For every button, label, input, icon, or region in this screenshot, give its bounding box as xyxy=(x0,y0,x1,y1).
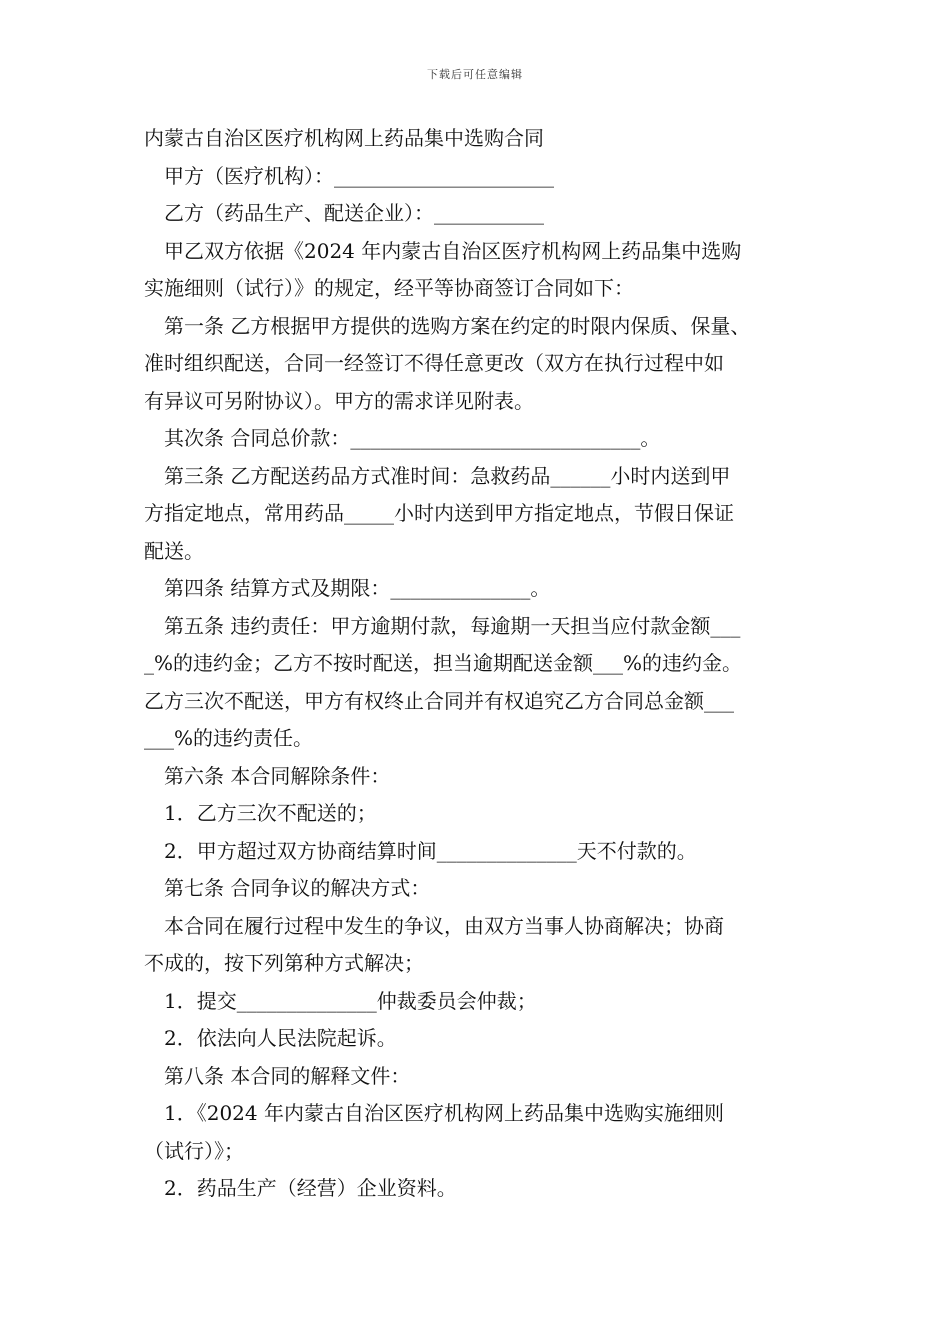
article-5-line-2: _%的违约金；乙方不按时配送，担当逾期配送金额___%的违约金。 xyxy=(144,651,743,675)
article-6-item-2: 2．甲方超过双方协商结算时间______________天不付款的。 xyxy=(164,838,697,863)
article-5-line-3: 乙方三次不配送，甲方有权终止合同并有权追究乙方合同总金额___ xyxy=(144,688,734,713)
article-8-item-1-line-1: 1．《2024 年内蒙古自治区医疗机构网上药品集中选购实施细则 xyxy=(164,1101,724,1125)
article-7-item-2: 2．依法向人民法院起诉。 xyxy=(164,1026,397,1050)
document-title: 内蒙古自治区医疗机构网上药品集中选购合同 xyxy=(144,126,544,150)
article-3-line-2: 方指定地点，常用药品_____小时内送到甲方指定地点，节假日保证 xyxy=(144,501,734,525)
article-6: 第六条 本合同解除条件： xyxy=(164,763,391,788)
preamble-line-1: 甲乙双方依据《2024 年内蒙古自治区医疗机构网上药品集中选购 xyxy=(164,238,742,263)
article-4: 第四条 结算方式及期限：______________。 xyxy=(164,576,551,600)
article-7-item-1: 1．提交______________仲裁委员会仲裁； xyxy=(164,988,537,1013)
article-7: 第七条 合同争议的解决方式： xyxy=(164,876,431,900)
article-1-line-3: 有异议可另附协议）。甲方的需求详见附表。 xyxy=(144,388,534,413)
article-1-line-1: 第一条 乙方根据甲方提供的选购方案在约定的时限内保质、保量、 xyxy=(164,313,751,338)
article-3-line-1: 第三条 乙方配送药品方式准时间：急救药品______小时内送到甲 xyxy=(164,463,731,488)
party-b-line: 乙方（药品生产、配送企业）：___________ xyxy=(164,201,544,225)
article-2: 其次条 合同总价款：_____________________________。 xyxy=(164,426,661,450)
article-5-line-1: 第五条 违约责任：甲方逾期付款，每逾期一天担当应付款金额___ xyxy=(164,613,741,638)
article-6-item-1: 1．乙方三次不配送的； xyxy=(164,801,377,825)
article-5-line-4: ___%的违约责任。 xyxy=(144,726,314,750)
contract-document xyxy=(144,120,808,1208)
article-8-item-1-line-2: （试行）》； xyxy=(144,1138,244,1163)
preamble-line-2: 实施细则（试行）》的规定，经平等协商签订合同如下： xyxy=(144,276,634,300)
article-7-body-line-2: 不成的，按下列第种方式解决； xyxy=(144,951,424,975)
article-7-body-line-1: 本合同在履行过程中发生的争议，由双方当事人协商解决；协商 xyxy=(164,913,724,938)
article-3-line-3: 配送。 xyxy=(144,538,204,563)
header-note: 下载后可任意编辑 xyxy=(427,68,523,81)
article-1-line-2: 准时组织配送，合同一经签订不得任意更改（双方在执行过程中如 xyxy=(144,351,724,375)
article-8-item-2: 2．药品生产（经营）企业资料。 xyxy=(164,1176,457,1200)
party-a-line: 甲方（医疗机构）：______________________ xyxy=(164,163,554,188)
article-8: 第八条 本合同的解释文件： xyxy=(164,1063,411,1088)
